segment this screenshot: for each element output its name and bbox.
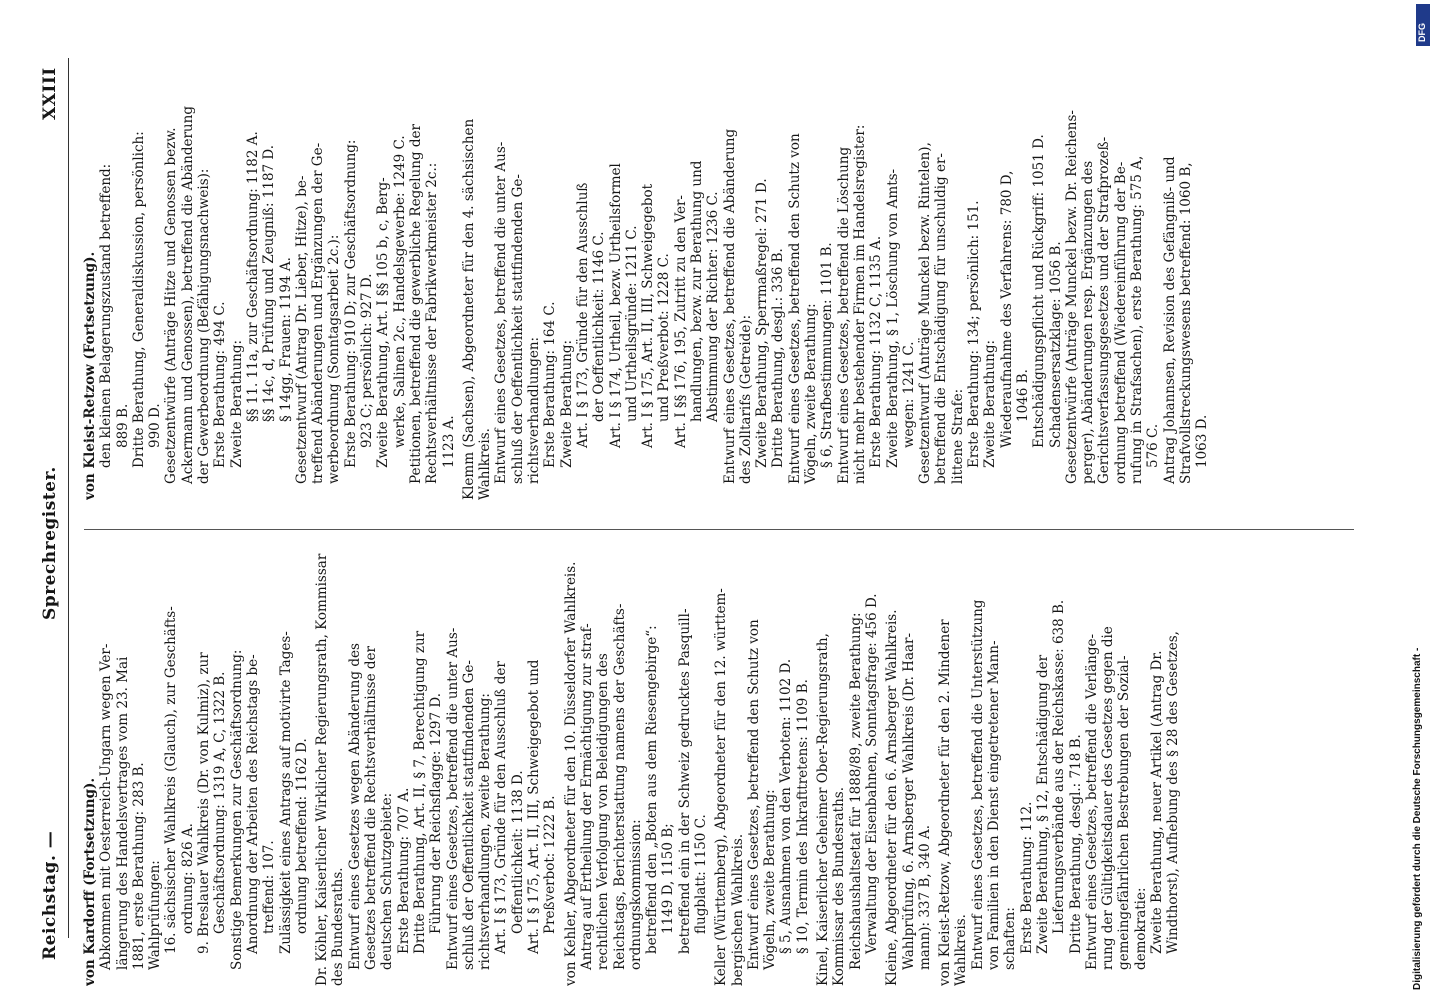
index-line: Reichshaushaltsetat für 1888/89, zweite Berathung:: [847, 612, 864, 970]
index-line: von Kardorff (Fortsetzung).: [82, 777, 98, 986]
index-line: treffend: 107.: [261, 840, 278, 934]
index-line: Dritte Berathung, desgl.: 718 B.: [1067, 734, 1084, 954]
index-line: des Zolltarifs (Getreide):: [737, 314, 754, 484]
index-line: Reichstags, Berichterstattung namens der Geschäfts-: [611, 603, 628, 970]
index-line: 1063 D.: [1194, 414, 1211, 468]
index-line: und Urtheilsgründe: 1211 C.: [623, 225, 640, 422]
index-line: rung der Gültigkeitsdauer des Gesetzes gegen die: [1100, 626, 1117, 970]
index-line: Abstimmung der Richter: 1236 C.: [705, 191, 722, 422]
index-line: §§ 11. 11a, zur Geschäftsordnung: 1182 A.: [244, 131, 261, 422]
index-line: Entwurf eines Gesetzes, betreffend die Verlänge-: [1083, 633, 1100, 970]
index-line: 1149 D, 1150 B;: [660, 823, 677, 934]
page-number: XXIII: [40, 67, 60, 120]
index-line: Gerichtsverfassungsgesetzes und der Strafprozeß-: [1096, 136, 1113, 484]
index-line: Verwaltung der Eisenbahnen, Sonntagsfrage: 456 D.: [863, 593, 880, 954]
column-divider: [84, 529, 1354, 530]
index-line: Strafvollstreckungswesens betreffend: 1060 B,: [1177, 162, 1194, 484]
index-line: 1046 B.: [1014, 369, 1031, 422]
index-line: Art. I § 173, Gründe für den Ausschluß: [574, 182, 591, 448]
index-line: littene Strafe:: [949, 388, 966, 484]
index-line: Wahlkreis.: [953, 914, 970, 986]
index-line: ordnung: 826 A.: [179, 823, 196, 934]
index-line: Art. I § 175, Art. II, III, Schweigegebot und: [526, 659, 543, 954]
index-line: 1881, erste Berathung: 283 B.: [130, 762, 147, 970]
running-head-center: Sprechregister.: [40, 466, 60, 620]
index-line: werbeordnung (Sonntagsarbeit 2c.):: [326, 234, 343, 484]
index-line: richtsverhandlungen:: [526, 336, 543, 484]
index-line: 16. sächsischer Wahlkreis (Glauch), zur Geschäfts-: [163, 606, 180, 954]
index-line: 889 B.: [114, 403, 131, 448]
index-line: ordnungskommission:: [627, 819, 644, 970]
index-line: Entwurf eines Gesetzes, betreffend die Unterstützung: [969, 599, 986, 970]
index-line: von Kleist-Retzow, Abgeordneter für den 2. Mindener: [937, 619, 954, 986]
index-line: Gesetzes betreffend die Rechtsverhältnisse der: [363, 646, 380, 970]
index-line: den kleinen Belagerungszustand betreffend:: [98, 163, 115, 468]
index-line: Gesetzentwurf (Anträge Munckel bezw. Rintelen),: [917, 142, 934, 484]
index-line: Entwurf eines Gesetzes, betreffend die Löschung: [835, 146, 852, 484]
index-line: Antrag Johannsen, Revision des Gefängniß- und: [1161, 156, 1178, 484]
index-line: Erste Berathung: 112.: [1018, 801, 1035, 954]
index-line: Kommissar des Bundesraths.: [831, 787, 848, 986]
index-line: 9. Breslauer Wahlkreis (Dr. von Kulmiz), zur: [196, 652, 213, 954]
running-head-left: Reichstag. —: [40, 830, 60, 960]
index-line: Entschädigungspflicht und Rückgriff: 1051 D.: [1031, 134, 1048, 448]
index-line: Kinel, Kaiserlicher Geheimer Ober-Regierungsrath,: [815, 633, 832, 986]
index-line: Vögeln, zweite Berathung:: [803, 303, 820, 484]
index-line: Klemm (Sachsen), Abgeordneter für den 4. sächsischen: [460, 118, 477, 500]
index-line: § 6, Strafbestimmungen: 1101 B.: [819, 242, 836, 468]
index-line: Erste Berathung: 164 C.: [542, 301, 559, 468]
index-line: Art. I § 173, Gründe für den Ausschluß der: [493, 661, 510, 954]
index-line: gemeingefährlichen Bestrebungen der Sozial-: [1116, 655, 1133, 970]
dfg-logo-text: DFG: [1417, 23, 1427, 42]
index-line: schluß der Oeffentlichkeit stattfindenden Ge-: [460, 660, 477, 970]
index-line: handlungen, bezw. zur Berathung und: [688, 160, 705, 422]
index-line: 923 C; persönlich: 927 D.: [359, 273, 376, 448]
index-line: mann): 337 B, 340 A.: [916, 824, 933, 970]
index-line: Zweite Berathung, neuer Artikel (Antrag Dr.: [1149, 650, 1165, 954]
index-line: Entwurf eines Gesetzes, betreffend die unter Aus-: [444, 627, 461, 970]
index-line: flugblatt: 1150 C.: [692, 814, 709, 934]
index-line: § 14gg, Frauen: 1194 A.: [277, 257, 294, 422]
index-line: Abkommen mit Oesterreich-Ungarn wegen Ver-: [98, 643, 115, 970]
index-line: des Bundesraths.: [330, 867, 347, 986]
index-line: Vögeln, zweite Berathung:: [762, 789, 779, 970]
index-line: Wiederaufnahme des Verfahrens: 780 D,: [998, 170, 1015, 448]
index-line: werke, Salinen 2c., Handelsgewerbe: 1249 C.: [391, 135, 408, 448]
index-line: 576 C.: [1145, 423, 1162, 468]
digitization-credit: Digitalisierung gefördert durch die Deutsche Forschungsgemeinschaft -: [1412, 647, 1423, 990]
index-line: perger), Abänderungen resp. Ergänzungen des: [1080, 160, 1097, 484]
index-line: Entwurf eines Gesetzes wegen Abänderung des: [346, 643, 363, 970]
index-line: Wahlprüfung, 6. Arnsberger Wahlkreis (Dr. Haar-: [900, 632, 917, 970]
index-line: betreffend ein in der Schweiz gedrucktes Pasquill-: [676, 608, 693, 954]
index-line: Schadensersatzklage: 1056 B.: [1047, 241, 1064, 448]
index-line: Erste Berathung: 910 D; zur Geschäftsordnung:: [342, 139, 359, 468]
index-line: Gesetzentwürfe (Anträge Munckel bezw. Dr. Reichens-: [1063, 110, 1080, 484]
index-line: Entwurf eines Gesetzes, betreffend die unter Aus-: [493, 141, 510, 484]
index-line: Gesetzentwürfe (Anträge Hitze und Genossen bezw.: [163, 127, 180, 484]
index-line: Dr. Köhler, Kaiserlicher Wirklicher Regierungsrath, Kommissar: [314, 553, 331, 986]
index-line: der Oeffentlichkeit: 1146 C.: [591, 231, 608, 422]
index-line: Anordnung der Arbeiten des Reichstags be-: [244, 654, 261, 954]
index-line: Erste Berathung: 1132 C, 1135 A.: [868, 235, 885, 468]
index-line: rechtlichen Verfolgung von Beleidigungen des: [595, 653, 612, 970]
index-line: Preßverbot: 1222 B.: [542, 795, 559, 934]
index-line: treffend Abänderungen und Ergänzungen der Ge-: [310, 142, 327, 484]
index-line: schluß der Oeffentlichkeit stattfindenden Ge-: [509, 174, 526, 484]
index-line: von Kleist-Retzow (Fortsetzung).: [82, 251, 98, 500]
index-line: Dritte Berathung, Art. II, § 7, Berechtigung zur: [411, 630, 428, 954]
index-line: nicht mehr bestehender Firmen im Handelsregister:: [851, 124, 868, 484]
dfg-logo: [1416, 4, 1430, 46]
index-line: rufung in Strafsachen), erste Berathung: 575 A,: [1129, 155, 1145, 484]
index-line: Kleine, Abgeordneter für den 6. Arnsberger Wahlkreis.: [884, 609, 901, 986]
index-line: Art. I § 175, Art. II, III, Schweigegebot: [640, 183, 657, 448]
header-rule: [68, 58, 69, 938]
index-line: Dritte Berathung, desgl.: 336 B.: [770, 248, 787, 468]
index-line: betreffend die Entschädigung für unschuldig er-: [933, 153, 950, 484]
index-line: Sonstige Bemerkungen zur Geschäftsordnung:: [228, 649, 245, 970]
index-line: und Preßverbot: 1228 C.: [656, 253, 673, 422]
index-line: Entwurf eines Gesetzes, betreffend die Abänderung: [721, 128, 738, 484]
index-line: ordnung betreffend (Wiedereinführung der Be-: [1112, 161, 1129, 484]
index-line: § 10, Termin des Inkrafttretens: 1109 B.: [794, 679, 811, 954]
index-line: demokratie:: [1132, 887, 1149, 970]
right-column: [82, 30, 1210, 500]
index-line: Gesetzentwurf (Antrag Dr. Lieber, Hitze), be-: [293, 175, 310, 484]
index-line: bergischen Wahlkreis.: [729, 833, 746, 986]
index-line: Zweite Berathung:: [228, 339, 245, 468]
index-line: der Gewerbeordnung (Befähigungsnachweis):: [196, 168, 213, 484]
index-line: Zweite Berathung, § 12, Entschädigung der: [1034, 654, 1051, 954]
index-line: ordnung betreffend: 1162 D.: [293, 738, 310, 934]
index-line: Erste Berathung: 707 A.: [395, 787, 412, 954]
index-line: Zulässigkeit eines Antrags auf motivirte Tages-: [277, 631, 294, 954]
index-line: §§ 14c, d, Prüfung und Zeugniß: 1187 D.: [261, 144, 278, 422]
index-line: Lieferungsverbände aus der Reichskasse: 638 B.: [1051, 599, 1068, 934]
index-line: deutschen Schutzgebiete:: [379, 792, 396, 970]
index-line: Entwurf eines Gesetzes, betreffend den Schutz von: [745, 619, 762, 970]
index-line: Zweite Berathung:: [982, 339, 999, 468]
index-line: längerung des Handelsvertrages vom 23. Mai: [114, 656, 131, 970]
index-line: Wahlkreis.: [477, 428, 494, 500]
index-line: Rechtsverhältnisse der Fabrikwerkmeister 2c.:: [424, 162, 441, 484]
index-line: Art. I § 174, Urtheil, bezw. Urtheilsformel: [607, 163, 624, 448]
index-line: Zweite Berathung:: [558, 339, 575, 468]
index-line: betreffend den „Boten aus dem Riesengebirge“:: [644, 625, 661, 954]
index-line: 1123 A.: [440, 415, 457, 468]
index-line: Art. I §§ 176, 195, Zutritt zu den Ver-: [672, 195, 689, 448]
index-line: Dritte Berathung, Generaldiskussion, persönlich:: [130, 131, 147, 468]
index-line: Zweite Berathung, § 1, Löschung von Amts-: [884, 168, 901, 468]
index-line: Geschäftsordnung: 1319 A, C, 1322 B.: [212, 671, 229, 934]
index-line: 990 D.: [147, 403, 164, 448]
index-line: schaften:: [1002, 907, 1019, 970]
index-line: richtsverhandlungen, zweite Berathung:: [477, 693, 494, 970]
index-line: Antrag auf Ertheilung der Ermächtigung zur straf-: [578, 623, 595, 970]
index-line: Petitionen, betreffend die gewerbliche Regelung der: [407, 124, 424, 484]
index-line: Erste Berathung: 494 C.: [212, 301, 229, 468]
index-line: von Kehler, Abgeordneter für den 10. Düsseldorfer Wahlkreis.: [562, 561, 579, 986]
index-line: Zweite Berathung, Art. I §§ 105 b, c, Berg-: [375, 177, 392, 468]
index-line: Entwurf eines Gesetzes, betreffend den Schutz von: [786, 133, 803, 484]
index-line: Ackermann und Genossen), betreffend die Abänderung: [179, 106, 196, 484]
index-line: Oeffentlichkeit: 1138 D.: [509, 770, 526, 934]
index-line: Wahlprüfungen:: [147, 860, 164, 970]
index-line: Windthorst), Aufhebung des § 28 des Gesetzes,: [1165, 631, 1182, 954]
index-line: Zweite Berathung, Sperrmaßregel: 271 D.: [754, 178, 771, 468]
index-line: Erste Berathung: 134; persönlich: 151.: [966, 200, 983, 468]
index-line: wegen: 1241 C.: [900, 341, 917, 448]
index-line: Führung der Reichsflagge: 1297 D.: [428, 692, 445, 934]
left-column: [82, 546, 1182, 986]
index-line: Keller (Württemberg), Abgeordneter für den 12. württem-: [713, 588, 730, 986]
index-line: von Familien in den Dienst eingetretener Mann-: [986, 640, 1003, 970]
index-line: § 5, Ausnahmen von den Verboten: 1102 D.: [778, 658, 795, 954]
